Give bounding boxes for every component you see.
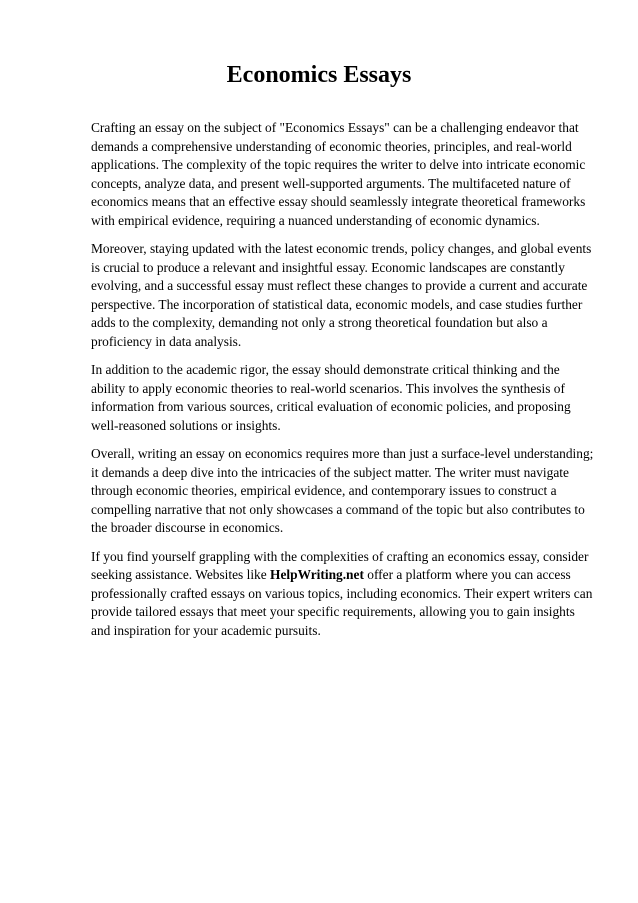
helpwriting-link[interactable]: HelpWriting.net xyxy=(270,567,364,582)
paragraph-5-intro: If you find yourself grappling with the complexities of crafting an economics essay, consider seeking assistance. Websites like xyxy=(91,548,589,582)
paragraph-1: Crafting an essay on the subject of "Economics Essays" can be a challenging endeavor that demands a comprehensive understanding of economic theories, principles, and real-world applications. The complexity of the topic requires the writer to delve into intricate economic concepts, analyze data, and present well-supported arguments. The multifaceted nature of economics means that an effective essay should seamlessly integrate theoretical frameworks with empirical evidence, requiring a nuanced understanding of economic dynamics. xyxy=(91,120,586,228)
paragraph-3: In addition to the academic rigor, the essay should demonstrate critical thinking and the ability to apply economic theories to real-world scenarios. This involves the synthesis of information from various sources, critical evaluation of economic policies, and proposing well-reasoned solutions or insights. xyxy=(91,362,571,433)
document-body xyxy=(91,119,595,650)
paragraph-2: Moreover, staying updated with the latest economic trends, policy changes, and global events is crucial to produce a relevant and insightful essay. Economic landscapes are constantly evolving, and a successful essay must reflect these changes to provide a current and accurate perspective. The incorporation of statistical data, economic models, and case studies further adds to the complexity, demanding not only a strong theoretical foundation but also a proficiency in data analysis. xyxy=(91,241,592,349)
page-title: Economics Essays xyxy=(226,62,412,88)
paragraph-5 xyxy=(91,548,595,641)
paragraph-4: Overall, writing an essay on economics requires more than just a surface-level understanding; it demands a deep dive into the intricacies of the subject matter. The writer must navigate through economic theories, empirical evidence, and contemporary issues to construct a compelling narrative that not only showcases a command of the topic but also contributes to the broader discourse in economics. xyxy=(91,446,594,535)
paragraph-5-rest: offer a platform where you can access professionally crafted essays on various topics, including economics. Their expert writers can provide tailored essays that meet your specific requirements, allowing you to gain insights and inspiration for your academic pursuits. xyxy=(91,567,593,638)
